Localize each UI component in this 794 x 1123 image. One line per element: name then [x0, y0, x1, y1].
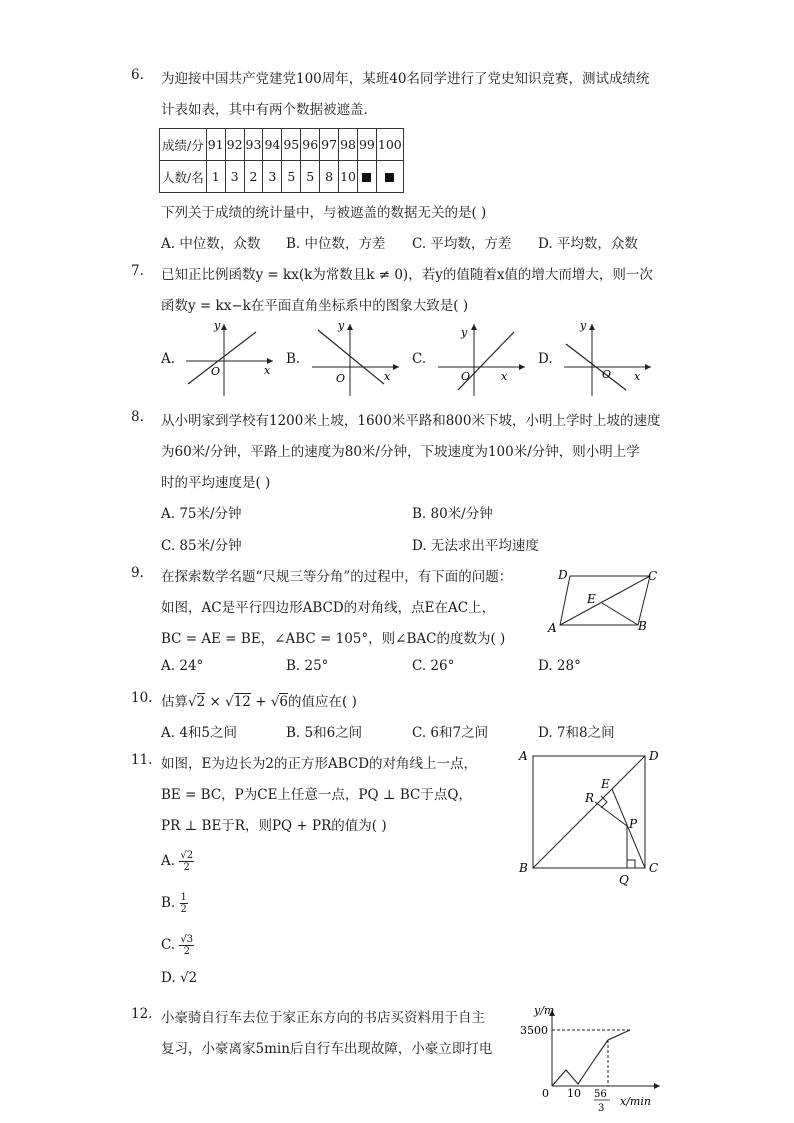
table-cell: 92 — [225, 129, 244, 161]
q6-number: 6. — [131, 67, 144, 83]
origin-label: O — [336, 372, 346, 385]
fraction — [180, 892, 188, 915]
table-cell: 95 — [282, 129, 301, 161]
q10-text-a: 估算 — [161, 694, 188, 710]
q10-option-b[interactable]: B. 5和6之间 — [286, 725, 363, 741]
q8-option-c[interactable]: C. 85米/分钟 — [161, 538, 242, 554]
x-tick-numerator: 56 — [594, 1089, 607, 1100]
option-letter: B. — [161, 895, 176, 911]
q6-option-a[interactable]: A. 中位数，众数 — [161, 236, 261, 252]
q11-option-c[interactable] — [161, 934, 194, 957]
q8-line2: 为60米/分钟，平路上的速度为80米/分钟，下坡速度为100米/分钟，则小明上学 — [161, 444, 640, 460]
q12-distance-time-graph — [518, 998, 668, 1118]
sqrt-sign: √ — [188, 694, 197, 710]
cover-block — [362, 173, 371, 182]
fraction — [179, 850, 194, 873]
table-cell: 93 — [244, 129, 263, 161]
q7-option-a[interactable]: A. — [161, 351, 176, 367]
q8-option-b[interactable]: B. 80米/分钟 — [412, 506, 493, 522]
q10-option-a[interactable]: A. 4和5之间 — [161, 725, 238, 741]
axis-x-label: x — [264, 364, 271, 377]
fraction-denominator: 2 — [183, 946, 190, 957]
fraction-numerator: 1 — [180, 892, 187, 903]
radicand: 2 — [196, 694, 206, 710]
axis-x-label: x — [501, 370, 508, 383]
axis-y-label: y — [461, 326, 468, 339]
table-cell: 96 — [301, 129, 320, 161]
q8-line3: 时的平均速度是( ) — [161, 475, 271, 491]
origin-label: 0 — [542, 1087, 549, 1100]
q6-line1: 为迎接中国共产党建党100周年，某班40名同学进行了党史知识竞赛，测试成绩统 — [161, 71, 650, 87]
q9-option-b[interactable]: B. 25° — [286, 658, 329, 674]
table-cell: 3 — [225, 161, 244, 193]
cover-block — [385, 173, 394, 182]
origin-label: O — [461, 370, 471, 383]
point-p-label: P — [629, 817, 638, 831]
q6-option-c[interactable]: C. 平均数，方差 — [412, 236, 512, 252]
q7-line1: 已知正比例函数y = kx(k为常数且k ≠ 0)，若y的值随着x值的增大而增大，则一次 — [161, 267, 653, 283]
vertex-c-label: C — [648, 569, 658, 583]
q6-option-d[interactable]: D. 平均数，众数 — [538, 236, 638, 252]
q11-line1: 如图，E为边长为2的正方形ABCD的对角线上一点， — [161, 756, 478, 772]
axis-x-label: x — [384, 370, 391, 383]
origin-label: O — [602, 368, 612, 381]
q6-option-b[interactable]: B. 中位数，方差 — [286, 236, 386, 252]
q9-number: 9. — [131, 565, 144, 581]
point-e-label: E — [587, 592, 596, 606]
fraction-denominator: 2 — [183, 862, 190, 873]
axis-y-label: y — [214, 319, 221, 332]
fraction-numerator: √2 — [180, 850, 194, 861]
q7-graph-a — [178, 318, 278, 398]
q11-number: 11. — [131, 752, 153, 768]
q6-line2: 计表如表，其中有两个数据被遮盖． — [161, 102, 377, 118]
table-cell: 1 — [206, 161, 225, 193]
q7-graph-b — [304, 318, 404, 398]
table-row — [160, 129, 404, 161]
sqrt-sign: √ — [270, 694, 280, 710]
q6-score-table — [159, 128, 404, 193]
radicand: 6 — [279, 694, 289, 710]
q10-number: 10. — [131, 690, 153, 706]
radicand: 12 — [233, 694, 251, 710]
q11-square-figure — [515, 748, 665, 888]
q7-option-d[interactable]: D. — [538, 351, 553, 367]
q9-parallelogram-figure — [544, 566, 664, 636]
times-sign: × — [209, 694, 221, 710]
table-cell: 2 — [244, 161, 263, 193]
q7-option-b[interactable]: B. — [286, 351, 301, 367]
origin-label: O — [211, 365, 221, 378]
q8-number: 8. — [131, 409, 144, 425]
sqrt-sign: √ — [225, 694, 234, 710]
table-cell-covered — [357, 161, 376, 193]
q11-option-b[interactable] — [161, 892, 188, 915]
y-axis-label: y/m — [534, 1004, 555, 1017]
q7-line2: 函数y = kx−k在平面直角坐标系中的图象大致是( ) — [161, 298, 469, 314]
vertex-a-label: A — [519, 749, 528, 763]
q9-line1: 在探索数学名题“尺规三等分角”的过程中，有下面的问题： — [161, 569, 513, 585]
table-cell: 人数/名 — [160, 161, 207, 193]
table-cell: 10 — [339, 161, 358, 193]
q10-text-b: 的值应在( ) — [288, 694, 357, 710]
vertex-a-label: A — [548, 621, 557, 635]
q8-option-d[interactable]: D. 无法求出平均速度 — [412, 538, 539, 554]
q10-option-c[interactable]: C. 6和7之间 — [412, 725, 489, 741]
option-value: √2 — [179, 970, 198, 986]
q6-line3: 下列关于成绩的统计量中，与被遮盖的数据无关的是( ) — [161, 205, 487, 221]
table-cell-covered — [376, 161, 403, 193]
q9-option-c[interactable]: C. 26° — [412, 658, 455, 674]
option-letter: C. — [161, 937, 176, 953]
q11-line3: PR ⊥ BE于R，则PQ + PR的值为( ) — [161, 818, 387, 834]
vertex-d-label: D — [558, 568, 568, 582]
q11-option-a[interactable] — [161, 850, 194, 873]
vertex-c-label: C — [649, 861, 659, 875]
q11-line2: BE = BC，P为CE上任意一点，PQ ⊥ BC于点Q， — [161, 787, 472, 803]
table-cell: 97 — [320, 129, 339, 161]
vertex-b-label: B — [519, 861, 528, 875]
q8-option-a[interactable]: A. 75米/分钟 — [161, 506, 242, 522]
q7-number: 7. — [131, 263, 144, 279]
x-tick-denominator: 3 — [598, 1103, 605, 1114]
axis-y-label: y — [338, 319, 345, 332]
table-cell: 100 — [376, 129, 403, 161]
q9-line3: BC = AE = BE，∠ABC = 105°，则∠BAC的度数为( ) — [161, 631, 506, 647]
axis-y-label: y — [580, 319, 587, 332]
point-e-label: E — [601, 777, 610, 791]
option-letter: A. — [161, 853, 176, 869]
q12-line1: 小豪骑自行车去位于家正东方向的书店买资料用于自主 — [161, 1010, 485, 1026]
y-tick-label: 3500 — [520, 1024, 548, 1037]
table-cell: 5 — [301, 161, 320, 193]
option-letter: D. — [161, 970, 176, 986]
table-cell: 5 — [282, 161, 301, 193]
table-cell: 91 — [206, 129, 225, 161]
table-cell: 99 — [357, 129, 376, 161]
x-axis-label: x/min — [620, 1095, 651, 1108]
vertex-b-label: B — [638, 619, 647, 633]
fraction-denominator: 2 — [180, 904, 187, 915]
q7-graph-c — [430, 318, 530, 398]
table-cell: 98 — [339, 129, 358, 161]
table-row — [160, 161, 404, 193]
q8-line1: 从小明家到学校有1200米上坡，1600米平路和800米下坡，小明上学时上坡的速度 — [161, 413, 661, 429]
q12-number: 12. — [131, 1006, 153, 1022]
q12-line2: 复习，小豪离家5min后自行车出现故障，小豪立即打电 — [161, 1041, 493, 1057]
table-cell: 3 — [263, 161, 282, 193]
q10-stem — [161, 690, 357, 710]
plus-sign: + — [255, 694, 267, 710]
q9-option-d[interactable]: D. 28° — [538, 658, 581, 674]
q9-option-a[interactable]: A. 24° — [161, 658, 204, 674]
axis-x-label: x — [634, 370, 641, 383]
point-r-label: R — [585, 791, 595, 805]
x-tick-label: 10 — [567, 1087, 581, 1100]
table-cell: 94 — [263, 129, 282, 161]
fraction-numerator: √3 — [180, 934, 194, 945]
fraction — [179, 934, 194, 957]
q7-graph-d — [556, 318, 656, 398]
q7-option-c[interactable]: C. — [412, 351, 427, 367]
vertex-d-label: D — [649, 749, 659, 763]
q11-option-d[interactable] — [161, 970, 197, 986]
point-q-label: Q — [619, 873, 629, 887]
table-cell: 成绩/分 — [160, 129, 207, 161]
table-cell: 8 — [320, 161, 339, 193]
q10-option-d[interactable]: D. 7和8之间 — [538, 725, 615, 741]
q9-line2: 如图，AC是平行四边形ABCD的对角线，点E在AC上， — [161, 600, 496, 616]
